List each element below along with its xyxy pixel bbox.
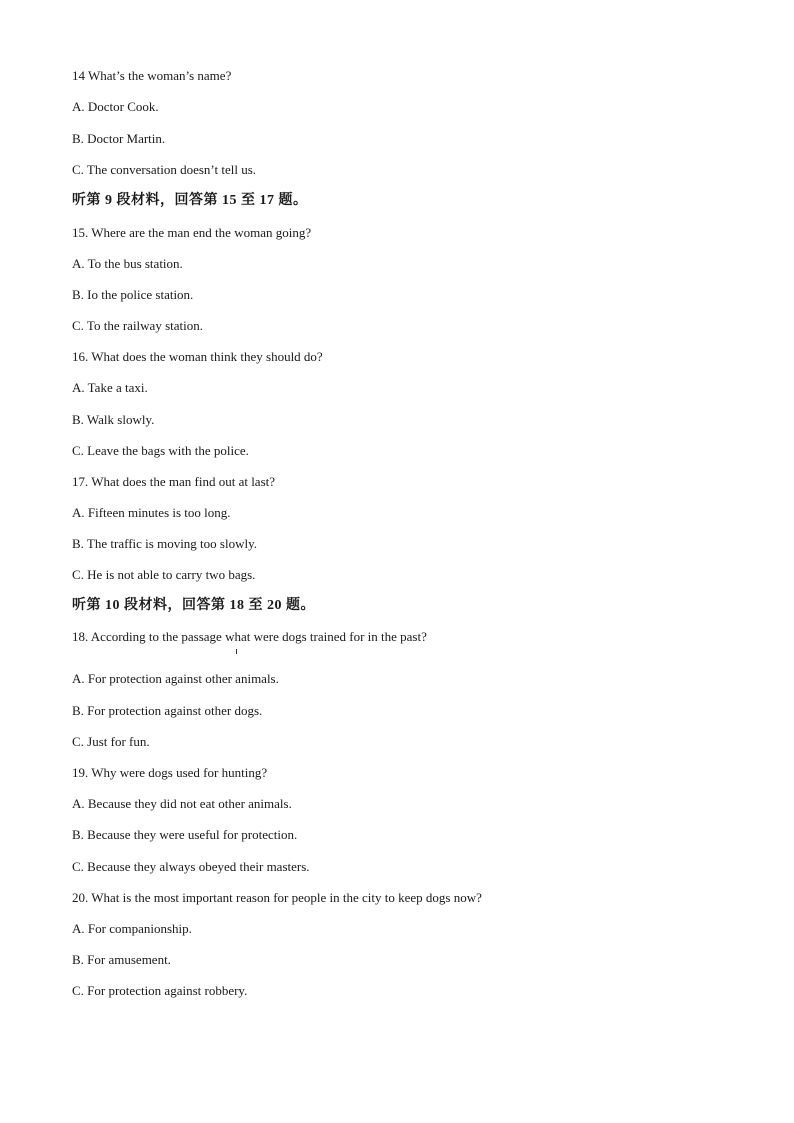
option-16-a: A. Take a taxi.	[72, 380, 148, 395]
question-18: 18. According to the passage what were dogs trained for in the past?	[72, 629, 427, 644]
section-heading-9: 听第 9 段材料，回答第 15 至 17 题。	[72, 193, 308, 208]
option-14-b: B. Doctor Martin.	[72, 131, 166, 146]
option-18-a: A. For protection against other animals.	[72, 671, 279, 686]
option-20-a: A. For companionship.	[72, 921, 192, 936]
option-16-b: B. Walk slowly.	[72, 412, 155, 427]
option-17-a: A. Fifteen minutes is too long.	[72, 505, 231, 520]
option-17-c: C. He is not able to carry two bags.	[72, 567, 256, 582]
question-19: 19. Why were dogs used for hunting?	[72, 765, 268, 780]
option-15-b: B. Io the police station.	[72, 287, 194, 302]
question-14: 14 What’s the woman’s name?	[72, 68, 232, 83]
option-18-c: C. Just for fun.	[72, 734, 150, 749]
option-19-c: C. Because they always obeyed their masters.	[72, 859, 310, 874]
option-17-b: B. The traffic is moving too slowly.	[72, 536, 257, 551]
stray-mark	[236, 649, 237, 654]
question-20: 20. What is the most important reason for people in the city to keep dogs now?	[72, 890, 482, 905]
option-15-c: C. To the railway station.	[72, 318, 203, 333]
option-20-c: C. For protection against robbery.	[72, 983, 248, 998]
question-15: 15. Where are the man end the woman going?	[72, 225, 312, 240]
option-19-a: A. Because they did not eat other animals.	[72, 796, 292, 811]
option-19-b: B. Because they were useful for protection.	[72, 827, 298, 842]
question-16: 16. What does the woman think they should do?	[72, 349, 323, 364]
option-14-c: C. The conversation doesn’t tell us.	[72, 162, 257, 177]
option-15-a: A. To the bus station.	[72, 256, 183, 271]
option-16-c: C. Leave the bags with the police.	[72, 443, 249, 458]
option-14-a: A. Doctor Cook.	[72, 99, 159, 114]
question-17: 17. What does the man find out at last?	[72, 474, 276, 489]
option-18-b: B. For protection against other dogs.	[72, 703, 263, 718]
option-20-b: B. For amusement.	[72, 952, 171, 967]
section-heading-10: 听第 10 段材料，回答第 18 至 20 题。	[72, 598, 315, 613]
